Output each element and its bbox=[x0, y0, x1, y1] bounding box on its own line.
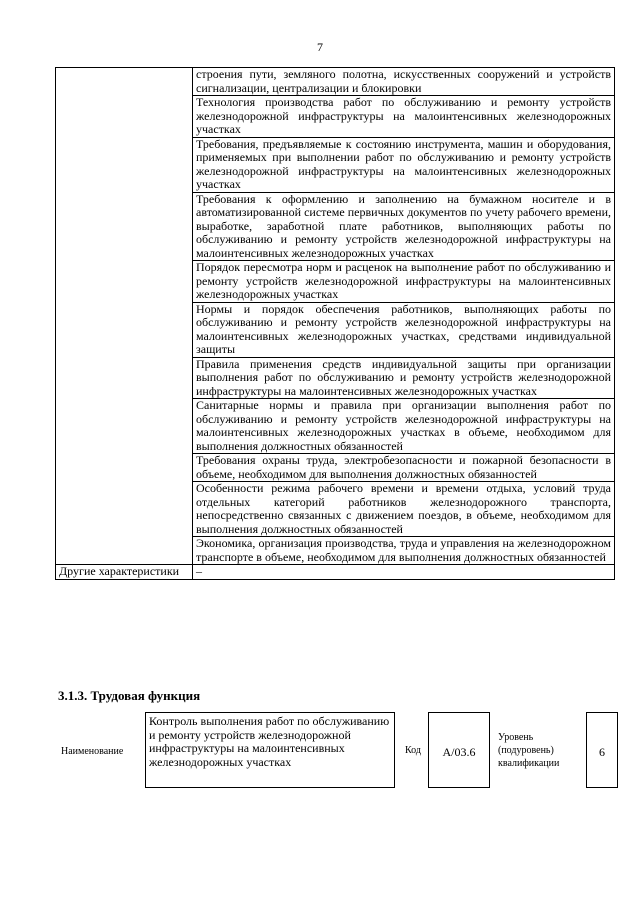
requirement-cell: Экономика, организация производства, труда и управления на железнодорожном транспорте в объеме, необходимом для выполнения должностных обязанностей bbox=[193, 537, 615, 565]
code-value-box: A/03.6 bbox=[428, 712, 490, 788]
qualification-level-label: Уровень (подуровень) квалификации bbox=[498, 732, 560, 769]
requirement-cell: Требования охраны труда, электробезопасности и пожарной безопасности в объеме, необходимом для выполнения должностных обязанностей bbox=[193, 454, 615, 482]
section-heading: 3.1.3. Трудовая функция bbox=[58, 688, 201, 703]
table-row bbox=[56, 68, 615, 96]
requirement-cell: Порядок пересмотра норм и расценок на выполнение работ по обслуживанию и ремонту устройств железнодорожной инфраструктуры на малоинтенсивных железнодорожных участках bbox=[193, 261, 615, 303]
requirement-cell: Требования, предъявляемые к состоянию инструмента, машин и оборудования, применяемых при выполнении работ по обслуживанию и ремонту устройств железнодорожной инфраструктуры на малоинтенсивных железнодорожных участках bbox=[193, 137, 615, 192]
qualification-level-box: 6 bbox=[586, 712, 618, 788]
name-label: Наименование bbox=[61, 746, 124, 757]
requirement-cell: Нормы и порядок обеспечения работников, выполняющих работы по обслуживанию и ремонту устройств железнодорожной инфраструктуры на малоинтенсивных железнодорожных участках, средствами индивидуальной защиты bbox=[193, 302, 615, 357]
name-value-box: Контроль выполнения работ по обслуживанию и ремонту устройств железнодорожной инфраструктуры на малоинтенсивных железнодорожных участках bbox=[145, 712, 395, 788]
requirement-cell: строения пути, земляного полотна, искусственных сооружений и устройств сигнализации, централизации и блокировки bbox=[193, 68, 615, 96]
code-label: Код bbox=[405, 745, 421, 756]
requirement-cell: Особенности режима рабочего времени и времени отдыха, условий труда отдельных категорий работников железнодорожного транспорта, непосредственно связанных с движением поездов, в объеме, необходимом для выполнения должностных обязанностей bbox=[193, 482, 615, 537]
other-characteristics-label: Другие характеристики bbox=[56, 565, 193, 580]
requirement-cell: Требования к оформлению и заполнению на бумажном носителе и в автоматизированной системе первичных документов по учету рабочего времени, выработке, заработной плате работников, выполняющих работы по обслуживанию и ремонту устройств железнодорожной инфраструктуры на малоинтенсивных железнодорожных участках bbox=[193, 192, 615, 261]
knowledge-requirements-table bbox=[55, 67, 615, 580]
requirement-cell: Технология производства работ по обслуживанию и ремонту устройств железнодорожной инфраструктуры на малоинтенсивных железнодорожных участках bbox=[193, 96, 615, 138]
other-characteristics-row bbox=[56, 565, 615, 580]
row-label-cell bbox=[56, 68, 193, 565]
requirement-cell: Правила применения средств индивидуальной защиты при организации выполнения работ по обслуживанию и ремонту устройств железнодорожной инфраструктуры на малоинтенсивных железнодорожных участках bbox=[193, 357, 615, 399]
other-characteristics-value: – bbox=[193, 565, 615, 580]
requirement-cell: Санитарные нормы и правила при организации выполнения работ по обслуживанию и ремонту устройств железнодорожной инфраструктуры на малоинтенсивных железнодорожных участках в объеме, необходимом для выполнения должностных обязанностей bbox=[193, 399, 615, 454]
page-number: 7 bbox=[317, 40, 323, 54]
